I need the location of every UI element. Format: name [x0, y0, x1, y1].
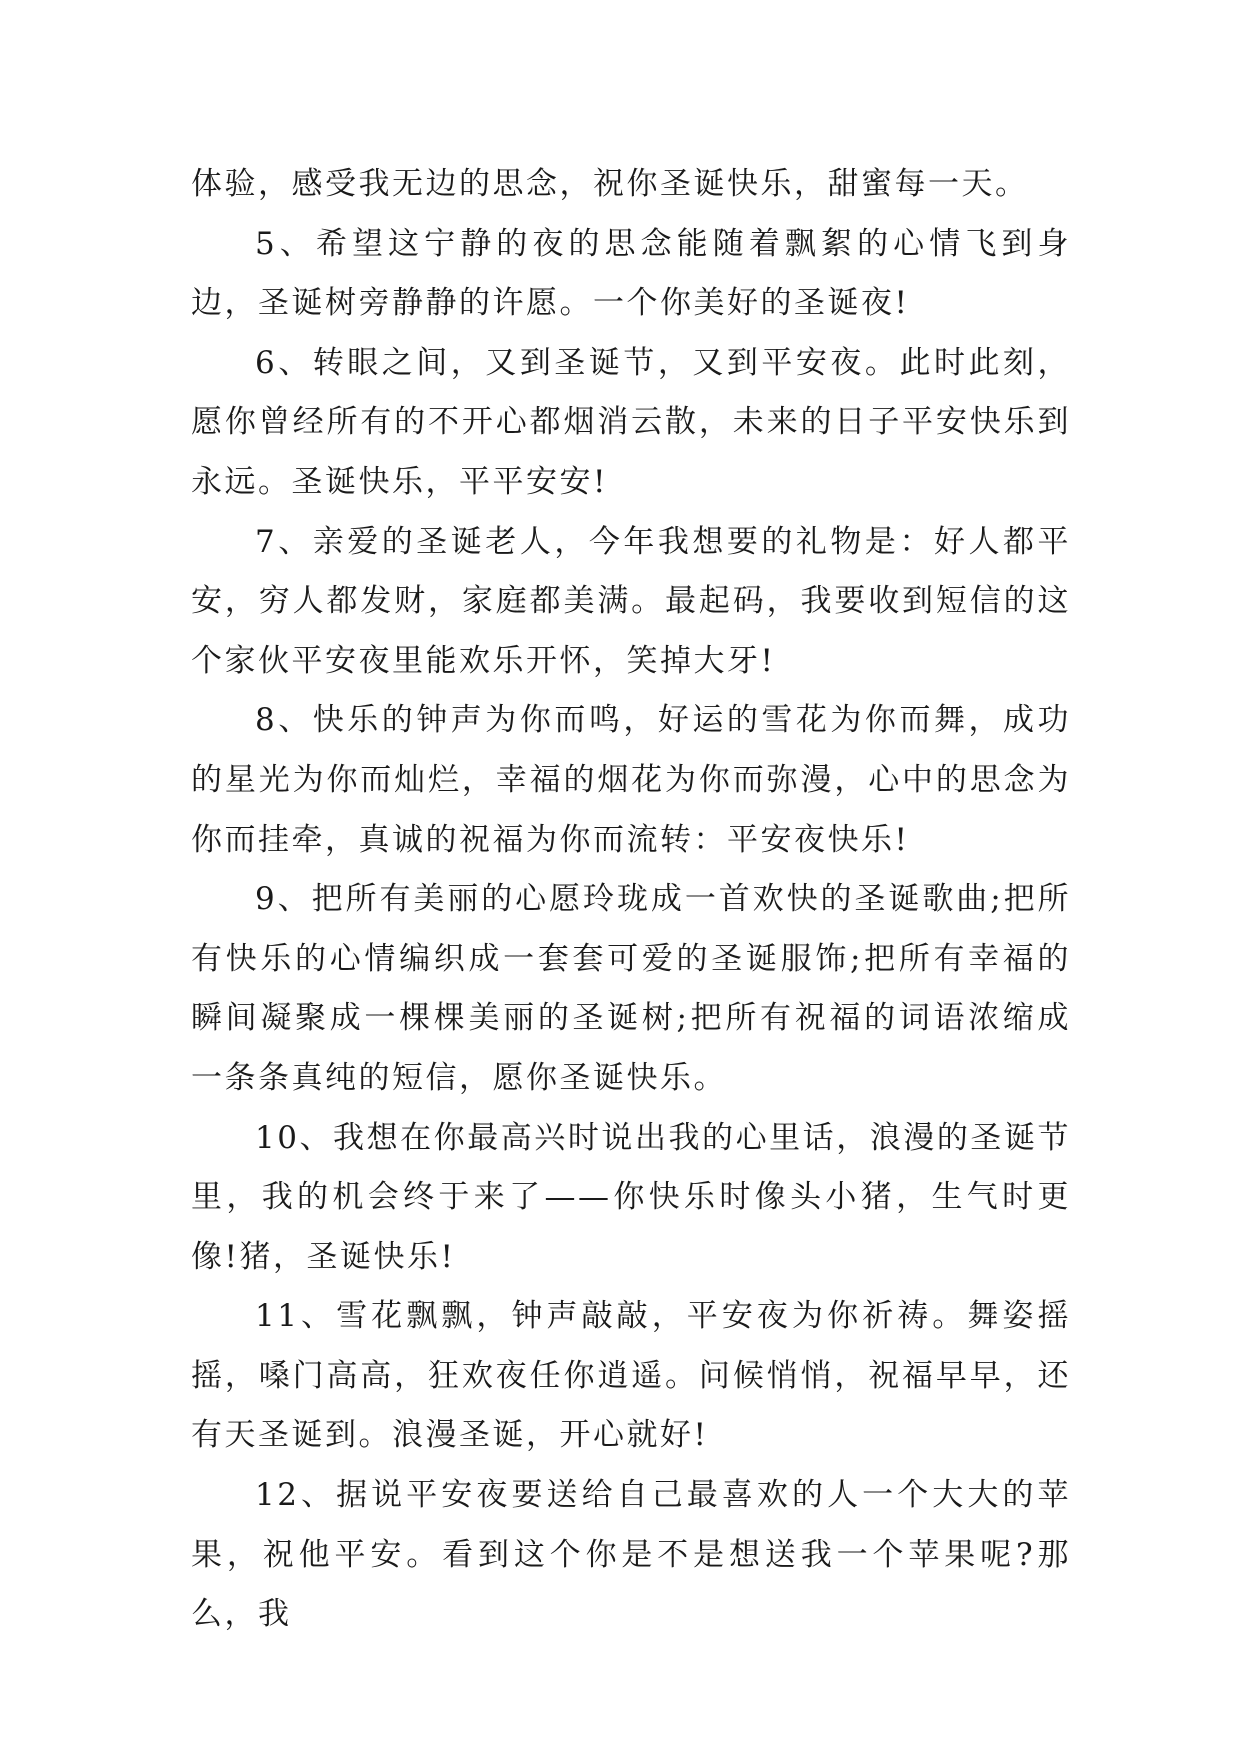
- paragraph-wish-8: 8、快乐的钟声为你而鸣，好运的雪花为你而舞，成功的星光为你而灿烂，幸福的烟花为你而弥漫，心中的思念为你而挂牵，真诚的祝福为你而流转：平安夜快乐!: [191, 702, 1071, 858]
- paragraph-wish-6: 6、转眼之间，又到圣诞节，又到平安夜。此时此刻，愿你曾经所有的不开心都烟消云散，未来的日子平安快乐到永远。圣诞快乐，平平安安!: [191, 344, 1071, 500]
- document-body: [191, 155, 1071, 1645]
- paragraph-continuation: 体验，感受我无边的思念，祝你圣诞快乐，甜蜜每一天。: [191, 166, 1029, 202]
- paragraph-wish-12: 12、据说平安夜要送给自己最喜欢的人一个大大的苹果，祝他平安。看到这个你是不是想送我一个苹果呢?那么，我: [191, 1477, 1071, 1633]
- paragraph-wish-5: 5、希望这宁静的夜的思念能随着飘絮的心情飞到身边，圣诞树旁静静的许愿。一个你美好的圣诞夜!: [191, 225, 1071, 322]
- paragraph-wish-11: 11、雪花飘飘，钟声敲敲，平安夜为你祈祷。舞姿摇摇，嗓门高高，狂欢夜任你逍遥。问候悄悄，祝福早早，还有天圣诞到。浪漫圣诞，开心就好!: [191, 1298, 1071, 1454]
- paragraph-wish-7: 7、亲爱的圣诞老人，今年我想要的礼物是：好人都平安，穷人都发财，家庭都美满。最起码，我要收到短信的这个家伙平安夜里能欢乐开怀，笑掉大牙!: [191, 523, 1071, 679]
- paragraph-wish-10: 10、我想在你最高兴时说出我的心里话，浪漫的圣诞节里，我的机会终于来了——你快乐时像头小猪，生气时更像!猪，圣诞快乐!: [191, 1119, 1071, 1275]
- paragraph-wish-9: 9、把所有美丽的心愿玲珑成一首欢快的圣诞歌曲;把所有快乐的心情编织成一套套可爱的圣诞服饰;把所有幸福的瞬间凝聚成一棵棵美丽的圣诞树;把所有祝福的词语浓缩成一条条真纯的短信，愿你圣诞快乐。: [191, 881, 1071, 1096]
